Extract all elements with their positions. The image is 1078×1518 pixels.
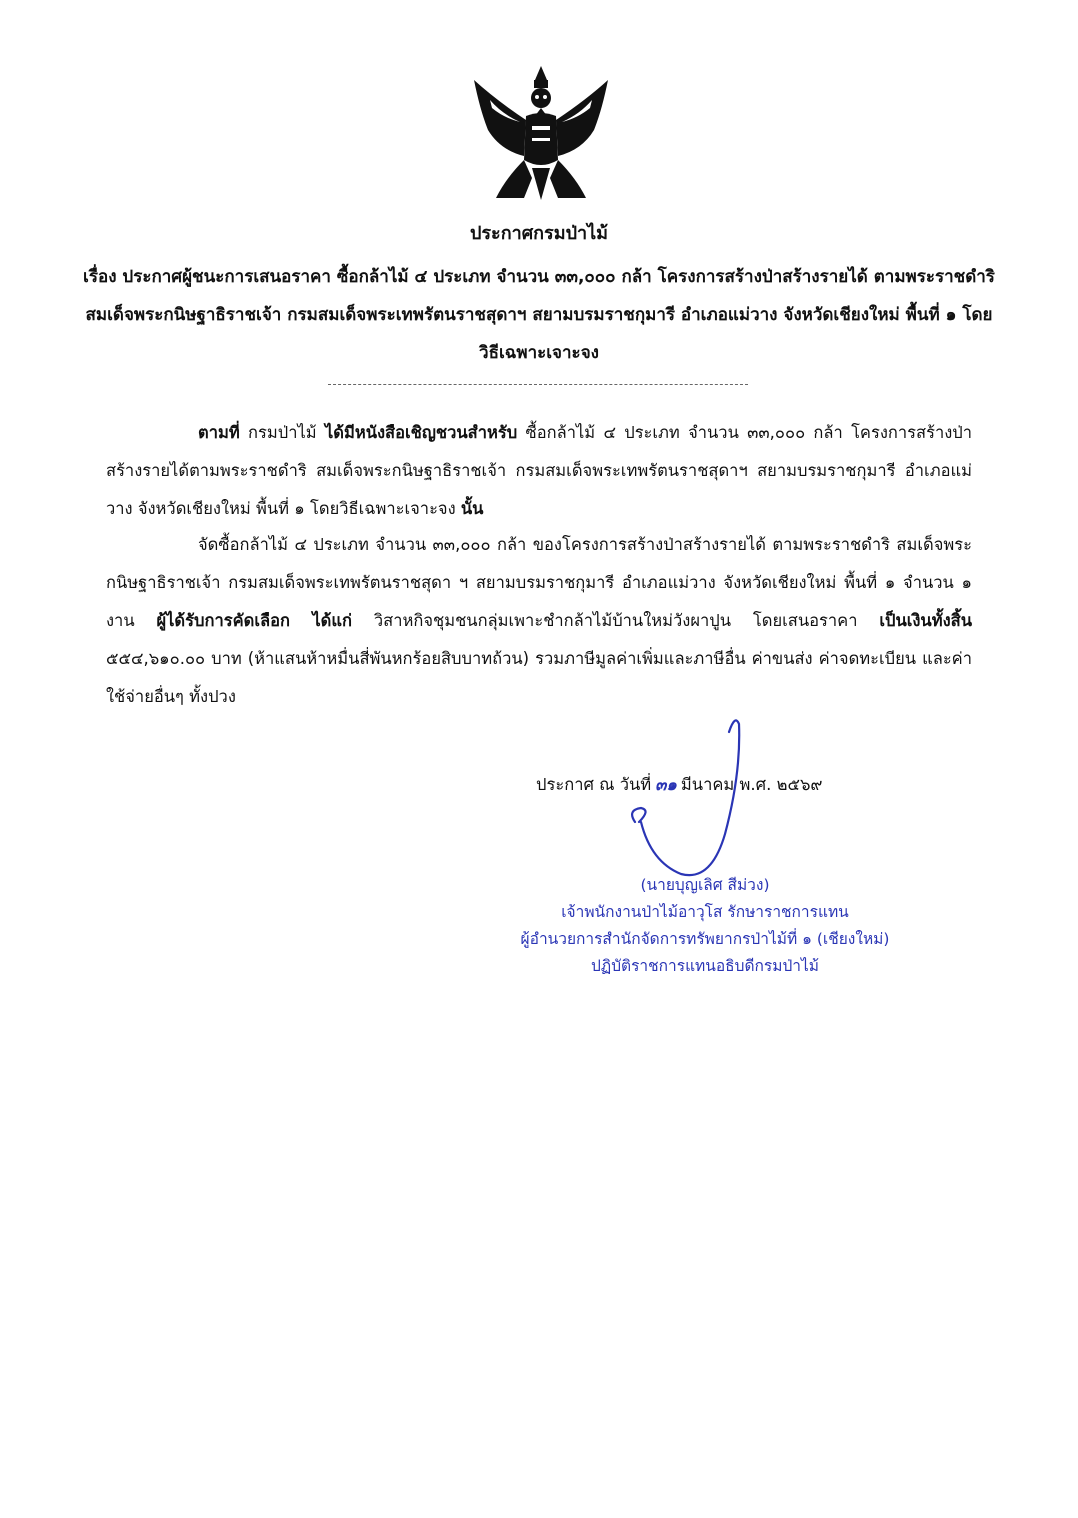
separator-line bbox=[328, 384, 748, 385]
garuda-emblem bbox=[466, 60, 616, 210]
p2-text-d: เป็นเงินทั้งสิ้น bbox=[879, 611, 972, 630]
date-day: ๓๑ bbox=[655, 775, 677, 794]
p1-end: นั้น bbox=[460, 499, 484, 518]
signer-position-1: เจ้าพนักงานป่าไม้อาวุโส รักษาราชการแทน bbox=[561, 903, 849, 921]
date-prefix: ประกาศ ณ วันที่ bbox=[536, 775, 652, 794]
date-rest: มีนาคม พ.ศ. ๒๕๖๙ bbox=[680, 775, 823, 794]
paragraph-2 bbox=[106, 526, 972, 716]
p1-text-c: ซื้อกล้าไม้ ๔ ประเภท จำนวน ๓๓,๐๐๐ กล้า โครงการสร้างป่าสร้างรายได้ตามพระราชดำริ สมเด็จพระกนิษฐาธิราชเจ้า กรมสมเด็จพระเทพรัตนราชสุดาฯ สยามบรมราชกุมารี อำเภอแม่วาง จังหวัดเชียงใหม่ พื้นที่ ๑ โดยวิธีเฉพาะเจาะจง bbox=[106, 423, 973, 518]
p1-text-b: ได้มีหนังสือเชิญชวนสำหรับ bbox=[324, 423, 518, 442]
signer-position-3: ปฏิบัติราชการแทนอธิบดีกรมป่าไม้ bbox=[590, 957, 820, 975]
p1-lead: ตามที่ bbox=[198, 423, 240, 442]
p1-text-a: กรมป่าไม้ bbox=[239, 423, 325, 442]
p2-text-b: ผู้ได้รับการคัดเลือก ได้แก่ bbox=[156, 611, 353, 630]
signer-block bbox=[500, 872, 910, 980]
document-subject: เรื่อง ประกาศผู้ชนะการเสนอราคา ซื้อกล้าไม้ ๔ ประเภท จำนวน ๓๓,๐๐๐ กล้า โครงการสร้างป่าสร้างรายได้ ตามพระราชดำริ สมเด็จพระกนิษฐาธิราชเจ้า กรมสมเด็จพระเทพรัตนราชสุดาฯ สยามบรมราชกุมารี อำเภอแม่วาง จังหวัดเชียงใหม่ พื้นที่ ๑ โดยวิธีเฉพาะเจาะจง bbox=[83, 267, 995, 363]
p2-text-c: วิสาหกิจชุมชนกลุ่มเพาะชำกล้าไม้บ้านใหม่วังผาปูน โดยเสนอราคา bbox=[352, 611, 880, 630]
document-title: ประกาศกรมป่าไม้ bbox=[469, 223, 609, 244]
p2-text-a: จัดซื้อกล้าไม้ ๔ ประเภท จำนวน ๓๓,๐๐๐ กล้า ของโครงการสร้างป่าสร้างรายได้ ตามพระราชดำริ สมเด็จพระกนิษฐาธิราชเจ้า กรมสมเด็จพระเทพรัตนราชสุดา ฯ สยามบรมราชกุมารี อำเภอแม่วาง จังหวัดเชียงใหม่ พื้นที่ ๑ จำนวน ๑ งาน bbox=[106, 535, 972, 630]
paragraph-1 bbox=[106, 414, 972, 528]
signer-position-2: ผู้อำนวยการสำนักจัดการทรัพยากรป่าไม้ที่ ๑ (เชียงใหม่) bbox=[520, 930, 890, 948]
p2-text-e: ๕๕๔,๖๑๐.๐๐ บาท (ห้าแสนห้าหมื่นสี่พันหกร้อยสิบบาทถ้วน) รวมภาษีมูลค่าเพิ่มและภาษีอื่น ค่าขนส่ง ค่าจดทะเบียน และค่าใช้จ่ายอื่นๆ ทั้งปวง bbox=[106, 649, 972, 706]
signer-name: (นายบุญเลิศ สีม่วง) bbox=[640, 876, 770, 894]
announcement-date bbox=[536, 772, 823, 798]
